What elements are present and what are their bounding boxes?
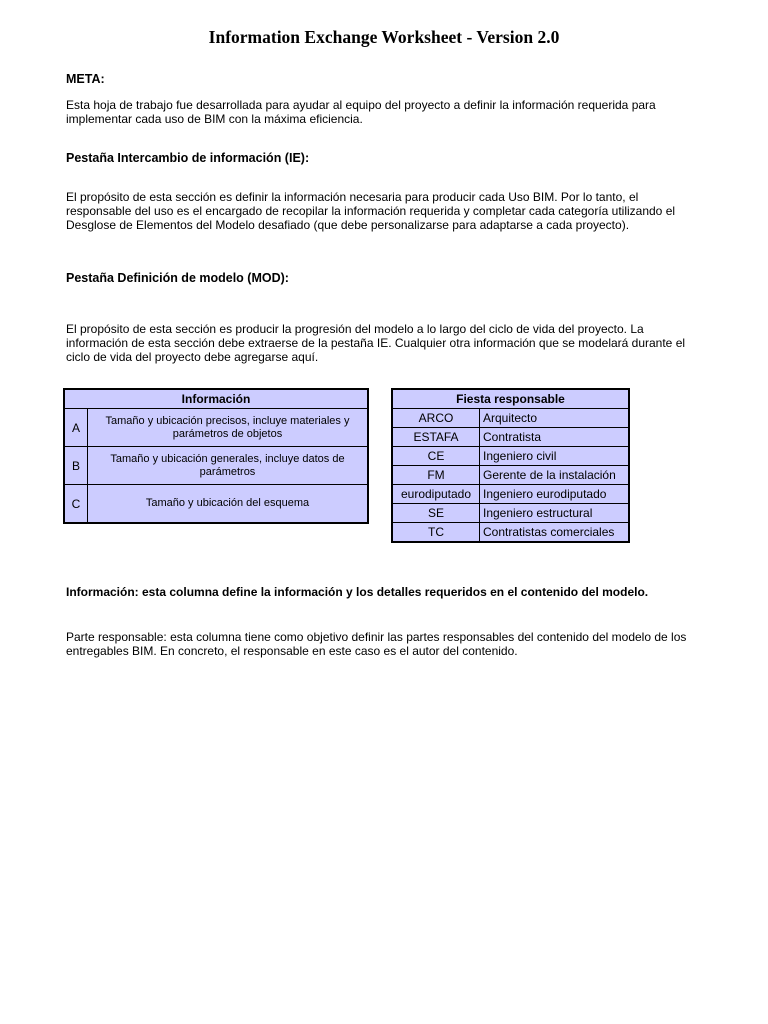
table-row: [64, 409, 368, 447]
table-row: [392, 428, 629, 447]
info-description: Tamaño y ubicación generales, incluye datos de parámetros: [88, 447, 369, 485]
information-table-header-row: [64, 389, 368, 409]
mod-heading: Pestaña Definición de modelo (MOD):: [66, 271, 289, 285]
info-letter: C: [64, 485, 88, 524]
party-code: ARCO: [392, 409, 480, 428]
table-row: [392, 447, 629, 466]
party-code: ESTAFA: [392, 428, 480, 447]
meta-heading: META:: [66, 72, 105, 86]
info-description: Tamaño y ubicación precisos, incluye materiales y parámetros de objetos: [88, 409, 369, 447]
party-code: eurodiputado: [392, 485, 480, 504]
responsible-table-header: Fiesta responsable: [392, 389, 629, 409]
table-row: [392, 466, 629, 485]
info-letter: A: [64, 409, 88, 447]
information-note: Información: esta columna define la información y los detalles requeridos en el contenido del modelo.: [66, 585, 649, 599]
table-row: [392, 523, 629, 543]
party-name: Contratista: [480, 428, 630, 447]
party-code: SE: [392, 504, 480, 523]
ie-text: El propósito de esta sección es definir la información necesaria para producir cada Uso BIM. Por lo tanto, el responsable del uso es el encargado de recopilar la información requerida y completar cada categoría utilizando el Desglose de Elementos del Modelo desafiado (que debe personalizarse para adaptarse a cada proyecto).: [66, 190, 676, 233]
party-name: Ingeniero civil: [480, 447, 630, 466]
party-name: Ingeniero estructural: [480, 504, 630, 523]
ie-heading: Pestaña Intercambio de información (IE):: [66, 151, 310, 165]
responsible-table-header-row: [392, 389, 629, 409]
information-table-header: Información: [64, 389, 368, 409]
party-code: CE: [392, 447, 480, 466]
party-code: TC: [392, 523, 480, 543]
info-description: Tamaño y ubicación del esquema: [88, 485, 369, 524]
table-row: [392, 409, 629, 428]
page-title: Information Exchange Worksheet - Version 2.0: [208, 27, 560, 47]
responsible-note: Parte responsable: esta columna tiene como objetivo definir las partes responsables del contenido del modelo de los entregables BIM. En concreto, el responsable en este caso es el autor del contenido.: [66, 630, 687, 659]
party-name: Contratistas comerciales: [480, 523, 630, 543]
party-code: FM: [392, 466, 480, 485]
party-name: Ingeniero eurodiputado: [480, 485, 630, 504]
mod-text: El propósito de esta sección es producir la progresión del modelo a lo largo del ciclo de vida del proyecto. La información de esta sección debe extraerse de la pestaña IE. Cualquier otra información que se modelará durante el ciclo de vida del proyecto debe agregarse aquí.: [66, 322, 686, 365]
table-row: [392, 485, 629, 504]
table-row: [64, 485, 368, 524]
party-name: Arquitecto: [480, 409, 630, 428]
meta-text: Esta hoja de trabajo fue desarrollada para ayudar al equipo del proyecto a definir la información requerida para implementar cada uso de BIM con la máxima eficiencia.: [66, 98, 656, 127]
information-table: [63, 388, 369, 524]
responsible-party-table: [391, 388, 630, 543]
info-letter: B: [64, 447, 88, 485]
table-row: [392, 504, 629, 523]
party-name: Gerente de la instalación: [480, 466, 630, 485]
table-row: [64, 447, 368, 485]
